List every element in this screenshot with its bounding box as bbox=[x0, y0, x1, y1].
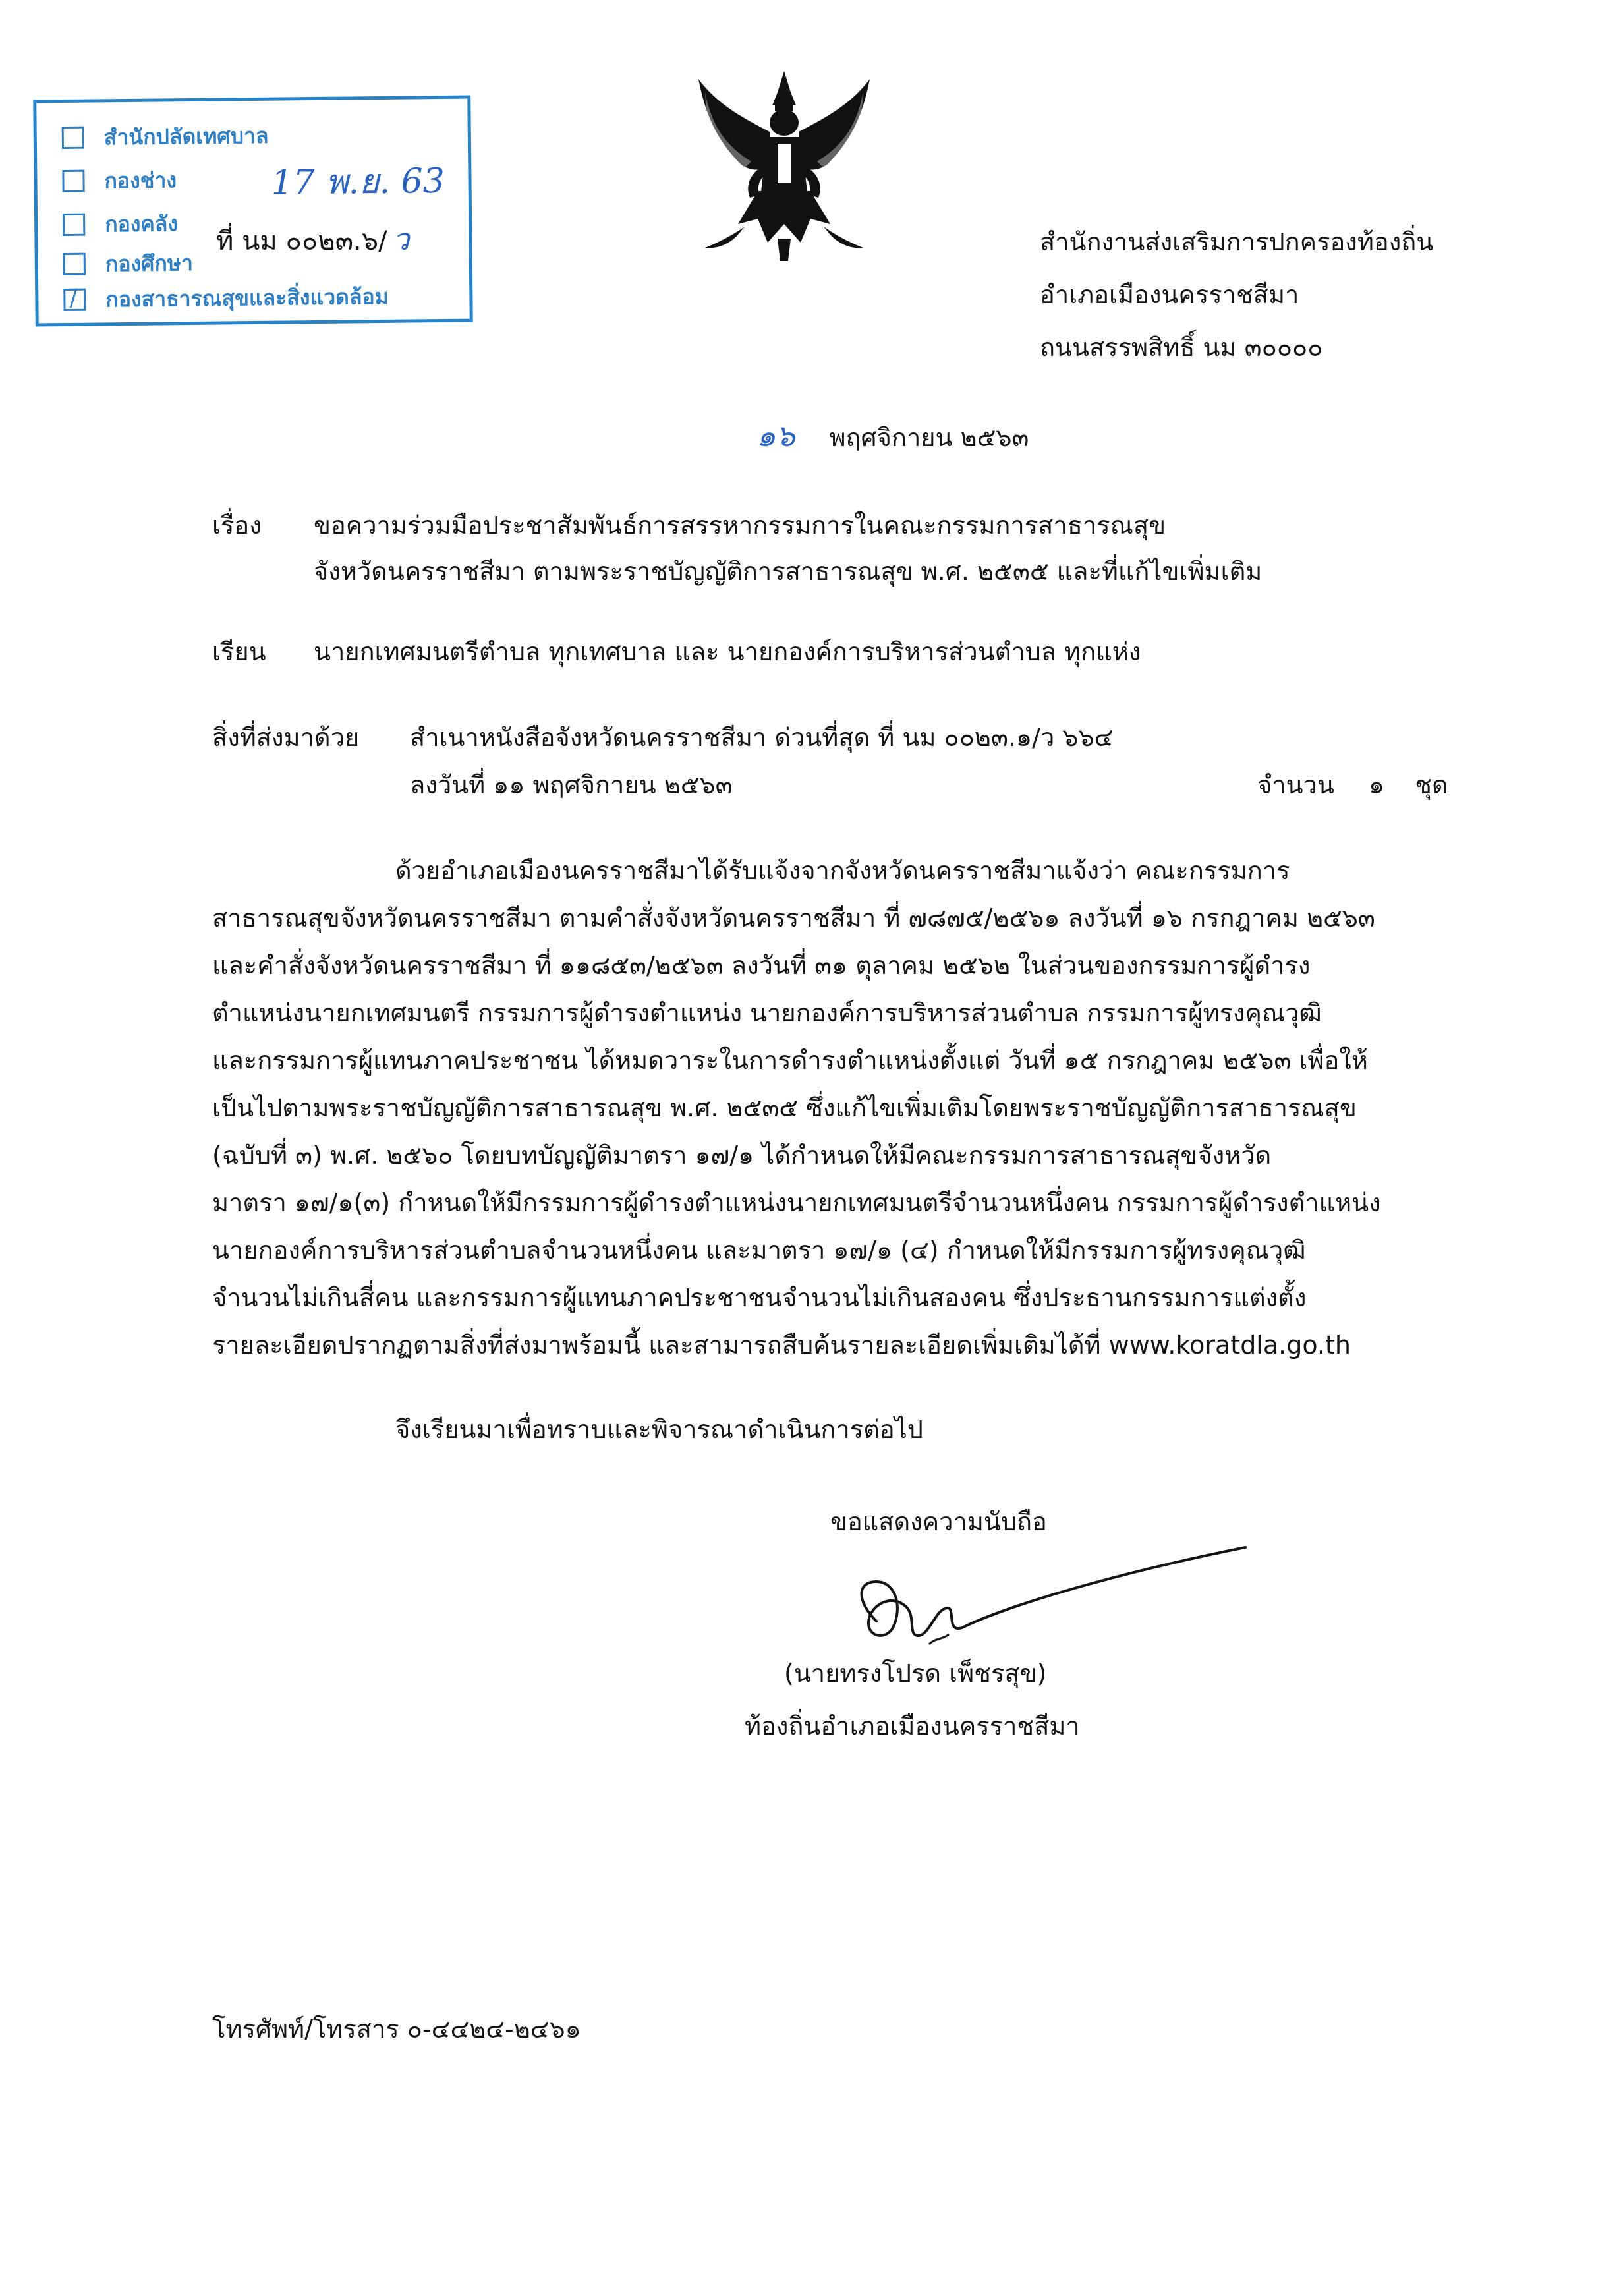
garuda-emblem bbox=[679, 66, 890, 264]
subject-line-2: จังหวัดนครราชสีมา ตามพระราชบัญญัติการสาธารณสุข พ.ศ. ๒๕๓๕ และที่แก้ไขเพิ่มเติม bbox=[314, 557, 1263, 586]
enclosure-label: สิ่งที่ส่งมาด้วย bbox=[212, 723, 360, 752]
checkbox-icon bbox=[63, 284, 86, 312]
ref-no-text: ที่ นม ๐๐๒๓.๖/ bbox=[216, 226, 387, 256]
closing-sentence: จึงเรียนมาเพื่อทราบและพิจารณาดำเนินการต่อไป bbox=[395, 1415, 923, 1444]
body-line: ตำแหน่งนายกเทศมนตรี กรรมการผู้ดำรงตำแหน่ง นายกองค์การบริหารส่วนตำบล กรรมการผู้ทรงคุณวุฒิ bbox=[212, 998, 1322, 1027]
enclosure-line-2: ลงวันที่ ๑๑ พฤศจิกายน ๒๕๖๓ bbox=[410, 770, 733, 799]
stamp-item bbox=[62, 165, 177, 196]
body-line: (ฉบับที่ ๓) พ.ศ. ๒๕๖๐ โดยบทบัญญัติมาตรา ๑๗/๑ ได้กำหนดให้มีคณะกรรมการสาธารณสุขจังหวัด bbox=[212, 1141, 1272, 1170]
to-label: เรียน bbox=[212, 637, 266, 666]
date-month-year: พฤศจิกายน ๒๕๖๓ bbox=[829, 423, 1029, 452]
body-line: เป็นไปตามพระราชบัญญัติการสาธารณสุข พ.ศ. ๒๕๓๕ ซึ่งแก้ไขเพิ่มเติมโดยพระราชบัญญัติการสาธารณสุข bbox=[212, 1093, 1357, 1122]
stamp-item-label: กองสาธารณสุขและสิ่งแวดล้อม bbox=[105, 283, 389, 312]
stamp-item bbox=[63, 281, 389, 315]
signatory-position: ท้องถิ่นอำเภอเมืองนครราชสีมา bbox=[745, 1711, 1080, 1740]
enclosure-count bbox=[1257, 772, 1448, 797]
sender-line: สำนักงานส่งเสริมการปกครองท้องถิ่น bbox=[1040, 227, 1434, 256]
salutation: ขอแสดงความนับถือ bbox=[830, 1507, 1047, 1536]
stamp-item-label: กองคลัง bbox=[104, 210, 179, 237]
ref-no-handwritten: ว bbox=[392, 221, 410, 257]
body-line: สาธารณสุขจังหวัดนครราชสีมา ตามคำสั่งจังหวัดนครราชสีมา ที่ ๗๘๗๕/๒๕๖๑ ลงวันที่ ๑๖ กรกฎาคม ๒๕๖๓ bbox=[212, 904, 1375, 933]
body-line: นายกองค์การบริหารส่วนตำบลจำนวนหนึ่งคน และมาตรา ๑๗/๑ (๔) กำหนดให้มีกรรมการผู้ทรงคุณวุฒิ bbox=[212, 1236, 1306, 1265]
count-unit: ชุด bbox=[1415, 770, 1448, 799]
handwritten-received-date: 17 พ.ย. 63 bbox=[271, 161, 445, 203]
count-value: ๑ bbox=[1369, 770, 1385, 799]
count-label: จำนวน bbox=[1257, 770, 1334, 799]
date-day-handwritten: ๑๖ bbox=[756, 418, 795, 453]
checkbox-icon bbox=[62, 127, 84, 149]
department-routing-stamp bbox=[33, 96, 473, 327]
stamp-item bbox=[63, 208, 178, 240]
checkbox-icon bbox=[63, 253, 86, 275]
body-line: และกรรมการผู้แทนภาคประชาชน ได้หมดวาระในการดำรงตำแหน่งตั้งแต่ วันที่ ๑๕ กรกฎาคม ๒๕๖๓ เพื่อให้ bbox=[212, 1046, 1368, 1075]
to-text: นายกเทศมนตรีตำบล ทุกเทศบาล และ นายกองค์การบริหารส่วนตำบล ทุกแห่ง bbox=[314, 637, 1141, 666]
checkbox-icon bbox=[63, 214, 85, 236]
signature-mark bbox=[830, 1529, 1265, 1661]
footer-phone: โทรศัพท์/โทรสาร ๐-๔๔๒๔-๒๔๖๑ bbox=[212, 2015, 581, 2044]
enclosure-line-1: สำเนาหนังสือจังหวัดนครราชสีมา ด่วนที่สุด ที่ นม ๐๐๒๓.๑/ว ๖๖๔ bbox=[410, 723, 1114, 752]
body-line: มาตรา ๑๗/๑(๓) กำหนดให้มีกรรมการผู้ดำรงตำแหน่งนายกเทศมนตรีจำนวนหนึ่งคน กรรมการผู้ดำรงตำแหน่ง bbox=[212, 1188, 1381, 1217]
subject-line-1: ขอความร่วมมือประชาสัมพันธ์การสรรหากรรมการในคณะกรรมการสาธารณสุข bbox=[314, 511, 1166, 540]
letter-date bbox=[756, 420, 1029, 451]
body-line: และคำสั่งจังหวัดนครราชสีมา ที่ ๑๑๘๕๓/๒๕๖๓ ลงวันที่ ๓๑ ตุลาคม ๒๕๖๒ ในส่วนของกรรมการผู้ดำรง bbox=[212, 951, 1311, 980]
stamp-item bbox=[63, 248, 193, 279]
checkmark-icon: / bbox=[69, 284, 78, 312]
stamp-item-label: กองช่าง bbox=[104, 167, 177, 193]
signatory-name: (นายทรงโปรด เพ็ชรสุข) bbox=[784, 1659, 1047, 1688]
sender-line: ถนนสรรพสิทธิ์ นม ๓๐๐๐๐ bbox=[1040, 333, 1323, 362]
body-line: ด้วยอำเภอเมืองนครราชสีมาได้รับแจ้งจากจังหวัดนครราชสีมาแจ้งว่า คณะกรรมการ bbox=[395, 856, 1290, 885]
subject-label: เรื่อง bbox=[212, 511, 262, 540]
body-line: รายละเอียดปรากฏตามสิ่งที่ส่งมาพร้อมนี้ และสามารถสืบค้นรายละเอียดเพิ่มเติมได้ที่ www.koratdla.go.th bbox=[212, 1331, 1351, 1360]
stamp-item-label: กองศึกษา bbox=[105, 250, 193, 276]
body-line: จำนวนไม่เกินสี่คน และกรรมการผู้แทนภาคประชาชนจำนวนไม่เกินสองคน ซึ่งประธานกรรมการแต่งตั้ง bbox=[212, 1283, 1307, 1312]
stamp-item-label: สำนักปลัดเทศบาล bbox=[103, 123, 269, 150]
sender-line: อำเภอเมืองนครราชสีมา bbox=[1040, 280, 1299, 309]
document-ref-no bbox=[216, 221, 410, 257]
stamp-item bbox=[62, 121, 269, 153]
checkbox-icon bbox=[62, 170, 84, 192]
